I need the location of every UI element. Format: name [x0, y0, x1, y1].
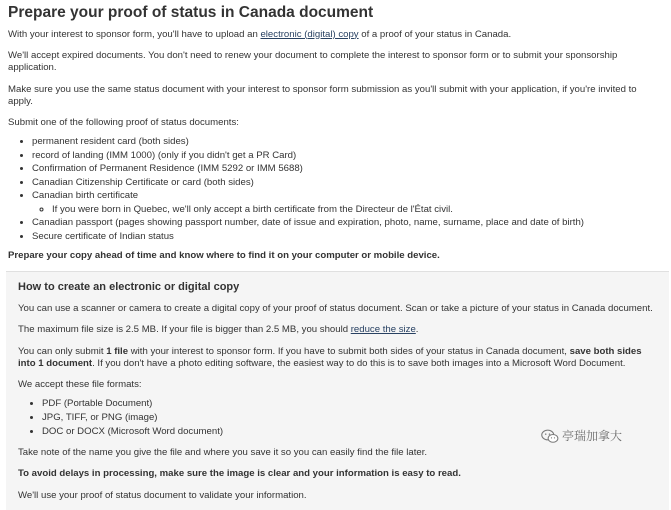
- list-item: • record of landing (IMM 1000) (only if you didn't get a PR Card): [32, 150, 663, 162]
- list-item: • JPG, TIFF, or PNG (image): [42, 412, 659, 424]
- list-item: • permanent resident card (both sides): [32, 136, 663, 148]
- panel-heading: How to create an electronic or digital copy: [18, 281, 240, 294]
- expired-note: We'll accept expired documents. You don't need to renew your document to complete the interest to sponsor form or to submit your sponsorship application.: [8, 50, 618, 74]
- document-list: [8, 136, 663, 243]
- same-document-note: Make sure you use the same status document with your interest to sponsor form submission as you'll submit with your application, if you're invited to apply.: [8, 83, 637, 107]
- digital-copy-link[interactable]: electronic (digital) copy: [260, 28, 359, 40]
- quebec-note: ◦ If you were born in Quebec, we'll only accept a birth certificate from the Directeur de l'État civil.: [52, 204, 663, 216]
- one-file-paragraph: You can only submit 1 file with your interest to sponsor form. If you have to submit both sides of your status in Canada document, save both sides into 1 document. If you don't have a photo editing software, the easiest way to do this is to save both images into a Microsoft Word Document.: [18, 345, 642, 369]
- list-item: • DOC or DOCX (Microsoft Word document): [42, 426, 659, 438]
- list-item: • Secure certificate of Indian status: [32, 231, 663, 243]
- page-title: Prepare your proof of status in Canada document: [8, 4, 374, 21]
- list-intro: Submit one of the following proof of status documents:: [8, 117, 239, 129]
- list-item: • Canadian passport (pages showing passport number, date of issue and expiration, photo, name, surname, place and date of birth): [32, 217, 663, 229]
- watermark-text: 亭瑞加拿大: [562, 429, 623, 443]
- list-item: • Canadian Citizenship Certificate or card (both sides): [32, 177, 663, 189]
- wechat-icon: [541, 429, 559, 444]
- prepare-note: Prepare your copy ahead of time and know where to find it on your computer or mobile device.: [8, 250, 440, 262]
- delays-paragraph: To avoid delays in processing, make sure the image is clear and your information is easy to read.: [18, 468, 461, 480]
- list-item: • PDF (Portable Document): [42, 398, 659, 410]
- scanner-paragraph: You can use a scanner or camera to create a digital copy of your proof of status document. Scan or take a picture of your status in Canada document.: [18, 302, 653, 314]
- sub-list: [32, 204, 663, 216]
- list-item: • Canadian birth certificate ◦ If you were born in Quebec, we'll only accept a birth certificate from the Directeur de l'État civil.: [32, 190, 663, 216]
- list-item: • Confirmation of Permanent Residence (IMM 5292 or IMM 5688): [32, 163, 663, 175]
- watermark: [541, 429, 622, 444]
- formats-intro: We accept these file formats:: [18, 379, 142, 391]
- file-size-paragraph: The maximum file size is 2.5 MB. If your file is bigger than 2.5 MB, you should reduce the size.: [18, 324, 419, 336]
- digital-copy-panel: [6, 271, 669, 510]
- validate-paragraph: We'll use your proof of status document to validate your information.: [18, 489, 307, 501]
- intro-paragraph: With your interest to sponsor form, you'll have to upload an electronic (digital) copy of a proof of your status in Canada.: [8, 28, 512, 40]
- reduce-size-link[interactable]: reduce the size: [350, 324, 416, 336]
- take-note-paragraph: Take note of the name you give the file and where you save it so you can easily find the file later.: [18, 446, 428, 458]
